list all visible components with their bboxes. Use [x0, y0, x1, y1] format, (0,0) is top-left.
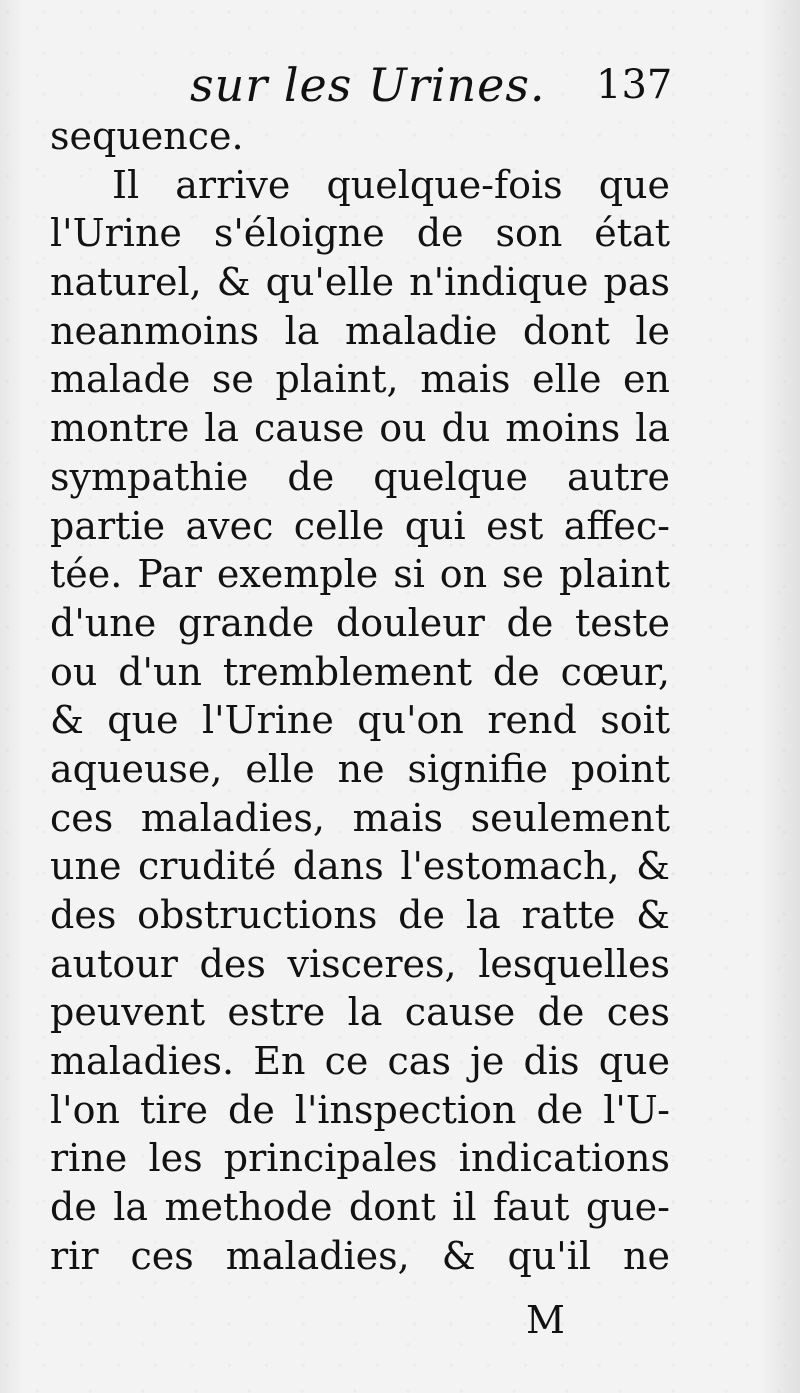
text-line: peuvent estre la cause de ces: [50, 990, 670, 1035]
signature-mark: M: [526, 1298, 565, 1342]
text-line: maladies. En ce cas je dis que: [50, 1039, 670, 1084]
text-line: sequence.: [50, 114, 244, 158]
text-line: Il arrive quelque-fois que: [112, 162, 670, 207]
text-line: d'une grande douleur de teste: [50, 600, 670, 645]
text-line: ou d'un tremblement de cœur,: [50, 649, 670, 694]
text-line: de la methode dont il faut gue-: [50, 1185, 670, 1230]
text-line: & que l'Urine qu'on rend soit: [50, 698, 670, 743]
text-line: rine les principales indications: [50, 1136, 670, 1181]
text-line: sympathie de quelque autre: [50, 454, 670, 499]
text-line: neanmoins la maladie dont le: [50, 308, 670, 353]
text-line: l'Urine s'éloigne de son état: [50, 211, 670, 256]
page-header: [0, 58, 800, 118]
text-line: des obstructions de la ratte &: [50, 893, 670, 937]
text-line: partie avec celle qui est affec-: [50, 503, 670, 548]
body-text: [50, 112, 670, 1281]
text-line: naturel, & qu'elle n'indique pas: [50, 260, 670, 305]
text-line: aqueuse, elle ne signifie point: [50, 746, 670, 791]
text-line: tée. Par exemple si on se plaint: [50, 552, 670, 597]
text-line: autour des visceres, lesquelles: [50, 941, 670, 986]
text-line: ces maladies, mais seulement: [50, 795, 670, 840]
text-line: rir ces maladies, & qu'il ne: [50, 1233, 670, 1278]
running-title: sur les Urines.: [190, 58, 546, 112]
text-line: l'on tire de l'inspection de l'U-: [50, 1087, 670, 1132]
text-line: malade se plaint, mais elle en: [50, 357, 670, 402]
text-line: une crudité dans l'estomach, &: [50, 844, 670, 889]
page-number: 137: [596, 62, 673, 108]
text-line: montre la cause ou du moins la: [50, 406, 670, 451]
